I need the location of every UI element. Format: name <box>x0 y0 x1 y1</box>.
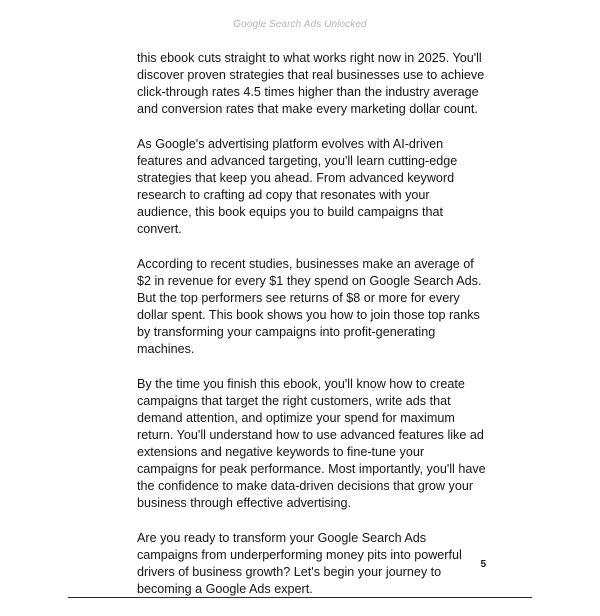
bottom-divider <box>68 597 532 598</box>
paragraph: As Google's advertising platform evolves with AI-driven features and advanced targeting, you'll learn cutting-edge strategies that keep you ahead. From advanced keyword research to crafting ad copy that resonates with your audience, this book equips you to build campaigns that convert. <box>137 137 458 236</box>
paragraph: According to recent studies, businesses make an average of $2 in revenue for every $1 they spend on Google Search Ads. But the top performers see returns of $8 or more for every dollar spent. This book shows you how to join those top ranks by transforming your campaigns into profit-generating machines. <box>137 257 482 356</box>
running-header: Google Search Ads Unlocked <box>233 19 367 30</box>
paragraph: Are you ready to transform your Google Search Ads campaigns from underperforming money pits into powerful drivers of business growth? Let's begin your journey to becoming a Google Ads expert. <box>137 531 462 596</box>
paragraph: this ebook cuts straight to what works right now in 2025. You'll discover proven strategies that real businesses use to achieve click-through rates 4.5 times higher than the industry average and conversion rates that make every marketing dollar count. <box>137 51 485 116</box>
paragraph: By the time you finish this ebook, you'll know how to create campaigns that target the right customers, write ads that demand attention, and optimize your spend for maximum return. You'll understand how to use advanced features like ad extensions and negative keywords to fine-tune your campaigns for peak performance. Most importantly, you'll have the confidence to make data-driven decisions that grow your business through effective advertising. <box>137 377 486 510</box>
page-number: 5 <box>480 559 486 570</box>
body-text <box>137 50 487 616</box>
